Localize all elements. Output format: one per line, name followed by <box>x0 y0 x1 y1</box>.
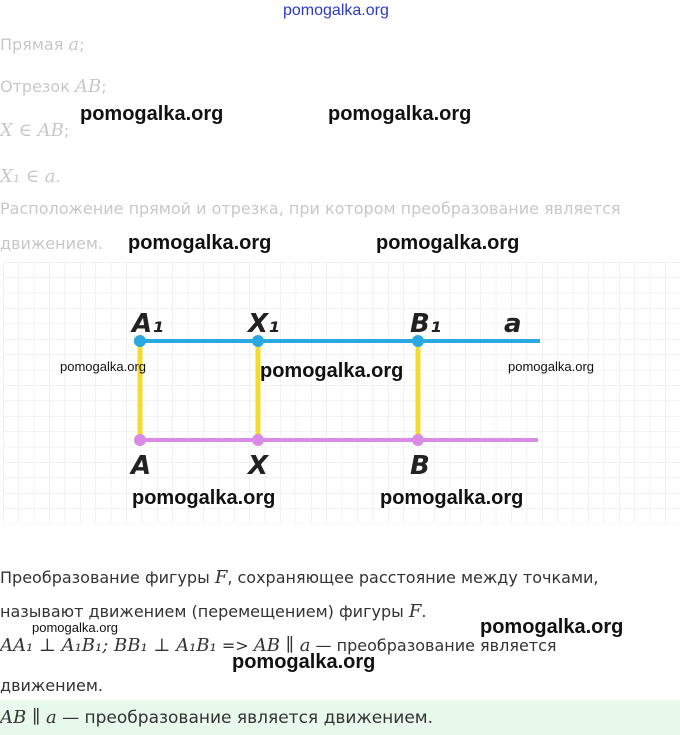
watermark: pomogalka.org <box>480 616 624 638</box>
reasoning-line1: AA₁ ⊥ A₁B₁; BB₁ ⊥ A₁B₁ => AB ∥ a — преобразование является <box>0 635 557 656</box>
given-point-x: X ∈ AB; <box>0 120 70 141</box>
figure-caption-line1: Расположение прямой и отрезка, при котором преобразование является <box>0 199 621 218</box>
given-point-x1: X₁ ∈ a. <box>0 166 61 187</box>
reasoning-line2: движением. <box>0 676 104 695</box>
watermark: pomogalka.org <box>376 232 520 254</box>
point-x <box>252 434 264 446</box>
grid-background <box>3 262 680 524</box>
label-a-point: A <box>131 451 152 481</box>
watermark: pomogalka.org <box>32 620 118 635</box>
watermark: pomogalka.org <box>380 487 524 509</box>
label-a1: A₁ <box>132 309 164 339</box>
geometry-figure <box>0 262 680 524</box>
watermark: pomogalka.org <box>128 232 272 254</box>
label-b-point: B <box>410 451 430 481</box>
label-b1: B₁ <box>410 309 442 339</box>
watermark-top: pomogalka.org <box>283 2 389 19</box>
point-b <box>412 434 424 446</box>
definition-line1: Преобразование фигуры F, сохраняющее расстояние между точками, <box>0 567 599 588</box>
given-segment: Отрезок AB; <box>0 76 107 97</box>
watermark: pomogalka.org <box>60 359 146 374</box>
watermark: pomogalka.org <box>80 103 224 125</box>
figure-caption-line2: движением. <box>0 234 104 253</box>
watermark: pomogalka.org <box>232 651 376 673</box>
watermark: pomogalka.org <box>132 487 276 509</box>
label-x-point: X <box>248 451 269 481</box>
watermark: pomogalka.org <box>328 103 472 125</box>
label-a: a <box>504 309 522 339</box>
point-a <box>134 434 146 446</box>
result-line: AB ∥ a — преобразование является движением. <box>0 707 434 728</box>
watermark: pomogalka.org <box>260 360 404 382</box>
label-x1: X₁ <box>248 309 280 339</box>
definition-line2: называют движением (перемещением) фигуры F. <box>0 601 427 622</box>
watermark: pomogalka.org <box>508 359 594 374</box>
given-line: Прямая a; <box>0 34 85 55</box>
